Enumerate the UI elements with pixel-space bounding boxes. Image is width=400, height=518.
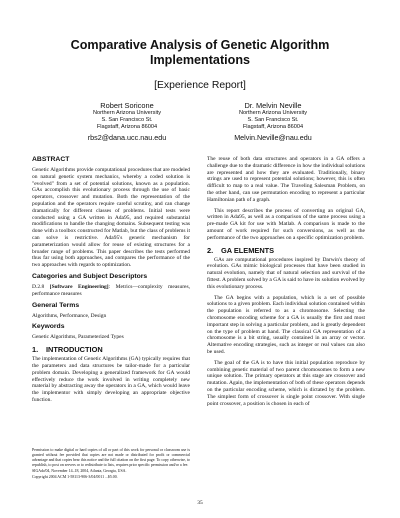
author-block-2 [198,101,348,142]
section-title: GA ELEMENTS [221,245,275,255]
right-column [207,156,365,411]
author-affiliation-line: S. San Francisco St. [101,117,153,123]
section-2-paragraph: The GA begins with a population, which is a set of possible solutions to a given problem. Each individual solution contained within the population is referred to as a chromosome. Selecting the chromosome encoding scheme for a GA is usually the first and most important step in solving a particular problem, and is greatly dependent on the type of problem at hand. The classical GA representation of a chromosome is a bit string, usually contained in an array or vector. Alternative encoding strategies, such as integer or real values can also be used. [207,294,365,355]
author-affiliation-line: S. San Francisco St. [247,117,299,123]
author-affiliation-line: Flagstaff, Arizona 86004 [96,124,158,130]
categories-bracket: [Software Engineering] [49,283,109,290]
categories-heading: Categories and Subject Descriptors [32,272,148,280]
section-title: INTRODUCTION [46,345,103,355]
author-affiliation-line: Northern Arizona University [238,110,308,116]
left-column [32,156,190,408]
section-1-paragraph-continued: The reuse of both data structures and operators in a GA offers a challenge due to the dramatic difference in how the individual solutions are represented and how they are evaluated. Traditionally, binary strings are used to represent potential solutions; however, this is often difficult to map to a real value. The Traveling Salesman Problem, on the other hand, can use permutation encoding to represent a particular Hamiltonian path of a graph. [207,156,365,203]
categories-code: D.2.8 [32,283,45,290]
section-2-paragraph: GAs are computational procedures inspired by Darwin's theory of evolution. GAs mimic biological processes that have been studied in natural evolution, namely that of natural selection and survival of the fittest. A problem solved by a GA is said to have its solution evolved by this evolutionary process. [207,256,365,290]
keywords-text: Genetic Algorithms, Parameterized Types [32,334,124,341]
author-block-1 [52,101,202,142]
abstract-text: Genetic Algorithms provide computational procedures that are modeled on natural genetic system mechanics, whereby a coded solution is "evolved" from a set of potential solutions, known as a population. GAs accomplish this evolutionary process through the use of basic operators, crossover and mutation. Both the representation of the population and the operators require careful scrutiny, and can change dramatically for different classes of problems. Initial tests were conducted using a GA written in Ada95, and required substantial modifications to handle the changing domains. Subsequent testing was done with a toolbox constructed for Matlab, but the class of problems it can solve is restrictive. Ada95's generic mechanism for parameterization would allow for reuse of existing structures for a broader range of problems. This paper describes the tests performed thus far using both approaches, and compares the performance of the two approaches with regards to optimization. [32,167,190,269]
page-number: 35 [197,500,203,506]
general-terms-text: Algorithms, Performance, Design [32,312,107,319]
section-number: 1. [32,345,39,355]
author-name: Robert Soricone [100,101,154,110]
footnote-copyright: Copyright 2004 ACM 1-58113-906-3/04/0011 ...$5.00. [32,475,118,479]
section-2-paragraph: The goal of the GA is to have this initial population reproduce by combining genetic material of two parent chromosomes to form a new unique solution. The primary operators at this stage are crossover and mutation. Again, the implementation of both of these operators depends on the particular encoding scheme, which is dictated by the problem. The simplest form of crossover is single point crossover. With single point crossover, a position is chosen in each of [207,359,365,407]
general-terms-heading: General Terms [32,301,80,309]
categories-description: : Metrics—complexity measures, performance measures [32,283,190,297]
author-email: rbs2@dana.ucc.nau.edu [87,133,167,142]
paper-title [40,38,360,67]
section-number: 2. [207,245,214,255]
author-name: Dr. Melvin Neville [244,101,302,110]
categories-text [32,284,190,298]
paper-subtitle: [Experience Report] [154,80,246,91]
abstract-heading: ABSTRACT [32,156,70,163]
author-affiliation-line: Northern Arizona University [92,110,162,116]
footnote-venue: SIGAda'04, November 14–18, 2004, Atlanta, Georgia, USA. [32,469,127,473]
section-2-heading [207,246,365,255]
copyright-footnote [32,448,190,481]
paper-title-line-2: Implementations [149,52,251,67]
section-1-paragraph: The implementation of Genetic Algorithms (GA) typically requires that the parameters and data structures be tailor-made for a particular problem domain. Developing a generalized framework for GA would effectively reduce the work involved in writing completely new material by abstracting away the operators in a GA, which would leave the implementor with simply developing an appropriate objective function. [32,356,190,403]
section-1-paragraph: This report describes the process of converting an original GA, written in Ada95, as well as a comparison of the same process using a pre-made GA kit for use with Matlab. A comparison is made to the amount of work required for such conversions, as well as the performance of the two approaches on a specific optimization problem. [207,207,365,241]
section-1-heading [32,345,190,354]
paper-title-line-1: Comparative Analysis of Genetic Algorithm [70,38,330,52]
author-email: Melvin.Neville@nau.edu [234,133,312,142]
keywords-heading: Keywords [32,323,65,331]
footnote-permission: Permission to make digital or hard copies of all or part of this work for personal or classroom use is granted without fee provided that copies are not made or distributed for profit or commercial advantage and that copies bear this notice and the full citation on the first page. To copy otherwise, to republish, to post on servers or to redistribute to lists, requires prior specific permission and/or a fee. [32,448,190,467]
author-affiliation-line: Flagstaff, Arizona 86004 [242,124,304,130]
